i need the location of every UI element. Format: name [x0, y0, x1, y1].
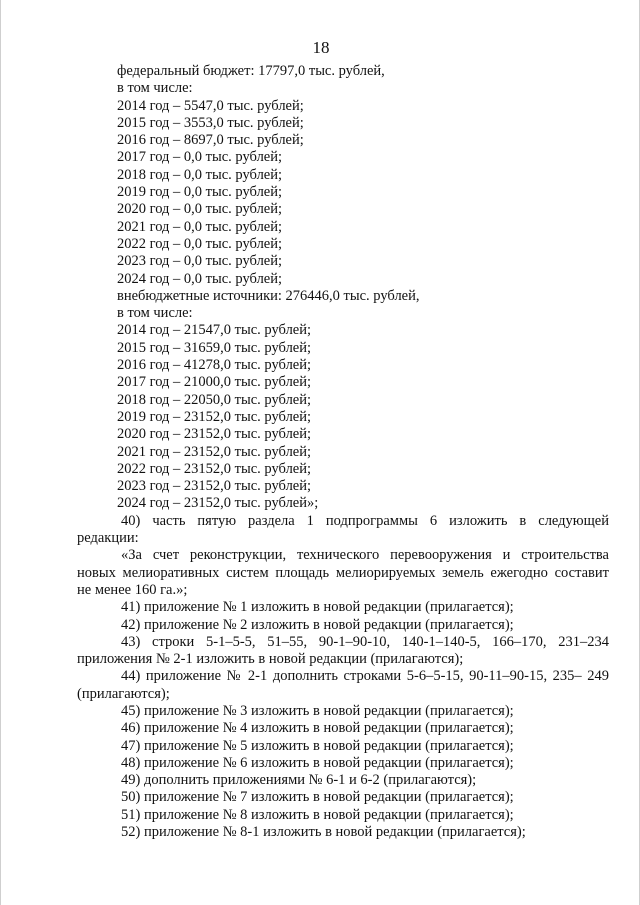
extrabudget-year-2024: 2024 год – 23152,0 тыс. рублей»; [117, 495, 319, 512]
item-43-line-1: 43) строки 5-1–5-5, 51–55, 90-1–90-10, 140-1–140-5, 166–170, 231–234 [121, 633, 609, 650]
federal-year-2014: 2014 год – 5547,0 тыс. рублей; [117, 97, 304, 114]
federal-year-2019: 2019 год – 0,0 тыс. рублей; [117, 184, 283, 201]
item-45: 45) приложение № 3 изложить в новой редакции (прилагается); [121, 702, 514, 719]
extrabudget-header: внебюджетные источники: 276446,0 тыс. рублей, [117, 287, 420, 304]
item-44-line-1: 44) приложение № 2-1 дополнить строками 5-6–5-15, 90-11–90-15, 235– 249 [121, 668, 609, 685]
federal-year-2020: 2020 год – 0,0 тыс. рублей; [117, 201, 283, 218]
federal-budget-header: федеральный бюджет: 17797,0 тыс. рублей, [117, 63, 385, 79]
extrabudget-year-2019: 2019 год – 23152,0 тыс. рублей; [117, 408, 312, 425]
extrabudget-year-2015: 2015 год – 31659,0 тыс. рублей; [117, 339, 312, 356]
federal-year-2023: 2023 год – 0,0 тыс. рублей; [117, 253, 283, 270]
federal-year-2016: 2016 год – 8697,0 тыс. рублей; [117, 132, 304, 149]
item-49: 49) дополнить приложениями № 6-1 и 6-2 (прилагаются); [121, 772, 477, 789]
item-42: 42) приложение № 2 изложить в новой редакции (прилагается); [121, 616, 514, 633]
quote-line-2: новых мелиоративных систем площадь мелиорируемых земель ежегодно составит [77, 564, 609, 581]
item-50: 50) приложение № 7 изложить в новой редакции (прилагается); [121, 789, 514, 806]
federal-including-label: в том числе: [117, 80, 193, 97]
extrabudget-including-label: в том числе: [117, 305, 193, 322]
item-51: 51) приложение № 8 изложить в новой редакции (прилагается); [121, 806, 514, 823]
item-43-line-2: приложения № 2-1 изложить в новой редакции (прилагаются); [77, 651, 464, 668]
item-52: 52) приложение № 8-1 изложить в новой редакции (прилагается); [121, 824, 526, 841]
extrabudget-year-2016: 2016 год – 41278,0 тыс. рублей; [117, 357, 312, 374]
quote-line-1: «За счет реконструкции, технического перевооружения и строительства [121, 547, 609, 564]
federal-year-2017: 2017 год – 0,0 тыс. рублей; [117, 149, 283, 166]
document-body [77, 63, 609, 841]
item-40-line-1: 40) часть пятую раздела 1 подпрограммы 6 изложить в следующей [121, 512, 609, 529]
extrabudget-year-2018: 2018 год – 22050,0 тыс. рублей; [117, 391, 312, 408]
extrabudget-year-2022: 2022 год – 23152,0 тыс. рублей; [117, 460, 312, 477]
extrabudget-year-2017: 2017 год – 21000,0 тыс. рублей; [117, 374, 312, 391]
federal-year-2015: 2015 год – 3553,0 тыс. рублей; [117, 114, 304, 131]
federal-year-2018: 2018 год – 0,0 тыс. рублей; [117, 166, 283, 183]
item-48: 48) приложение № 6 изложить в новой редакции (прилагается); [121, 754, 514, 771]
extrabudget-year-2014: 2014 год – 21547,0 тыс. рублей; [117, 322, 312, 339]
quote-line-3: не менее 160 га.»; [77, 581, 188, 598]
extrabudget-year-2023: 2023 год – 23152,0 тыс. рублей; [117, 478, 312, 495]
item-47: 47) приложение № 5 изложить в новой редакции (прилагается); [121, 737, 514, 754]
page-number: 18 [312, 38, 330, 57]
federal-year-2021: 2021 год – 0,0 тыс. рублей; [117, 218, 283, 235]
item-46: 46) приложение № 4 изложить в новой редакции (прилагается); [121, 720, 514, 737]
item-40-line-2: редакции: [77, 530, 139, 547]
item-44-line-2: (прилагаются); [77, 685, 170, 702]
extrabudget-year-2021: 2021 год – 23152,0 тыс. рублей; [117, 443, 312, 460]
extrabudget-year-2020: 2020 год – 23152,0 тыс. рублей; [117, 426, 312, 443]
item-41: 41) приложение № 1 изложить в новой редакции (прилагается); [121, 599, 514, 616]
federal-year-2022: 2022 год – 0,0 тыс. рублей; [117, 235, 283, 252]
federal-year-2024: 2024 год – 0,0 тыс. рублей; [117, 270, 283, 287]
